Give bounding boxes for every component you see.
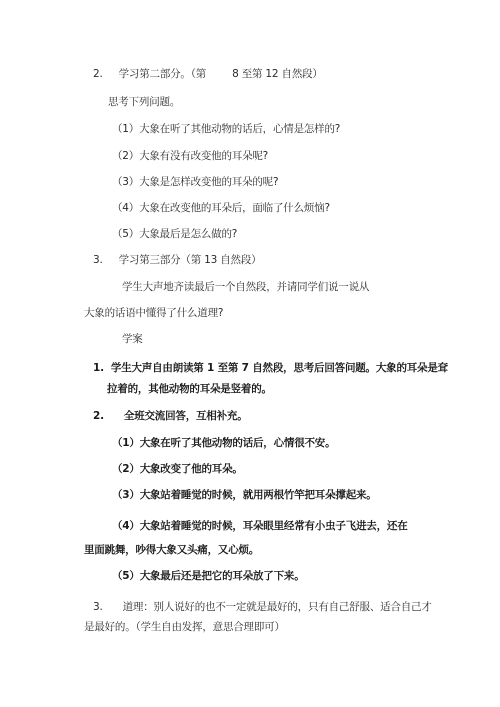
part2-number: 2. <box>93 68 103 80</box>
answer-item-2-number: 2. <box>93 410 104 422</box>
answers-title: 学案 <box>122 333 143 345</box>
answer-item-3-line-2: 是最好的。（学生自由发挥，意思合理即可） <box>84 621 285 633</box>
part2-question-2: （2）大象有没有改变他的耳朵呢? <box>112 150 269 162</box>
part2-prompt: 思考下列问题。 <box>108 96 181 108</box>
answer-item-2-a5: （5）大象最后还是把它的耳朵放了下来。 <box>112 570 305 582</box>
answer-item-2-heading <box>93 410 248 423</box>
answer-item-2-a4-line-1: （4）大象站着睡觉的时候，耳朵眼里经常有小虫子飞进去，还在 <box>112 520 408 532</box>
answer-item-3-line-1 <box>93 601 432 614</box>
answer-item-2-a2: （2）大象改变了他的耳朵。 <box>112 463 243 475</box>
answer-item-1-line-2: 拉着的，其他动物的耳朵是竖着的。 <box>107 383 272 395</box>
answer-item-1-text: 学生大声自由朗读第 1 至第 7 自然段，思考后回答问题。大象的耳朵是耷 <box>110 362 448 374</box>
answer-item-2-heading-text: 全班交流回答，互相补充。 <box>123 410 248 422</box>
part2-heading <box>93 68 323 81</box>
answer-item-3-text: 道理：别人说好的也不一定就是最好的，只有自己舒服、适合自己才 <box>122 601 432 613</box>
answer-item-2-a3: （3）大象站着睡觉的时候，就用两根竹竿把耳朵撑起来。 <box>112 489 377 501</box>
answer-item-2-a1: （1）大象在听了其他动物的话后，心情很不安。 <box>112 437 336 449</box>
answer-item-1-number: 1. <box>93 362 104 374</box>
answer-item-1-line-1 <box>93 362 448 375</box>
part2-question-4: （4）大象在改变他的耳朵后，面临了什么烦恼? <box>112 202 330 214</box>
part2-question-1: （1）大象在听了其他动物的话后，心情是怎样的? <box>112 123 341 135</box>
part2-heading-b: 8 至第 12 自然段） <box>232 68 323 80</box>
part3-line-2: 大象的话语中懂得了什么道理? <box>84 307 224 319</box>
part2-question-3: （3）大象是怎样改变他的耳朵的呢? <box>112 176 279 188</box>
answer-item-2-a4-line-2: 里面跳舞，吵得大象又头痛，又心烦。 <box>84 544 260 556</box>
part3-heading-text: 学习第三部分（第 13 自然段） <box>118 254 262 266</box>
part3-number: 3. <box>93 254 103 266</box>
part3-line-1: 学生大声地齐读最后一个自然段，并请同学们说一说从 <box>122 281 370 293</box>
part3-heading <box>93 254 261 267</box>
part2-heading-a: 学习第二部分。（第 <box>118 68 207 80</box>
part2-question-5: （5）大象最后是怎么做的? <box>112 228 238 240</box>
answer-item-3-number: 3. <box>93 601 103 613</box>
